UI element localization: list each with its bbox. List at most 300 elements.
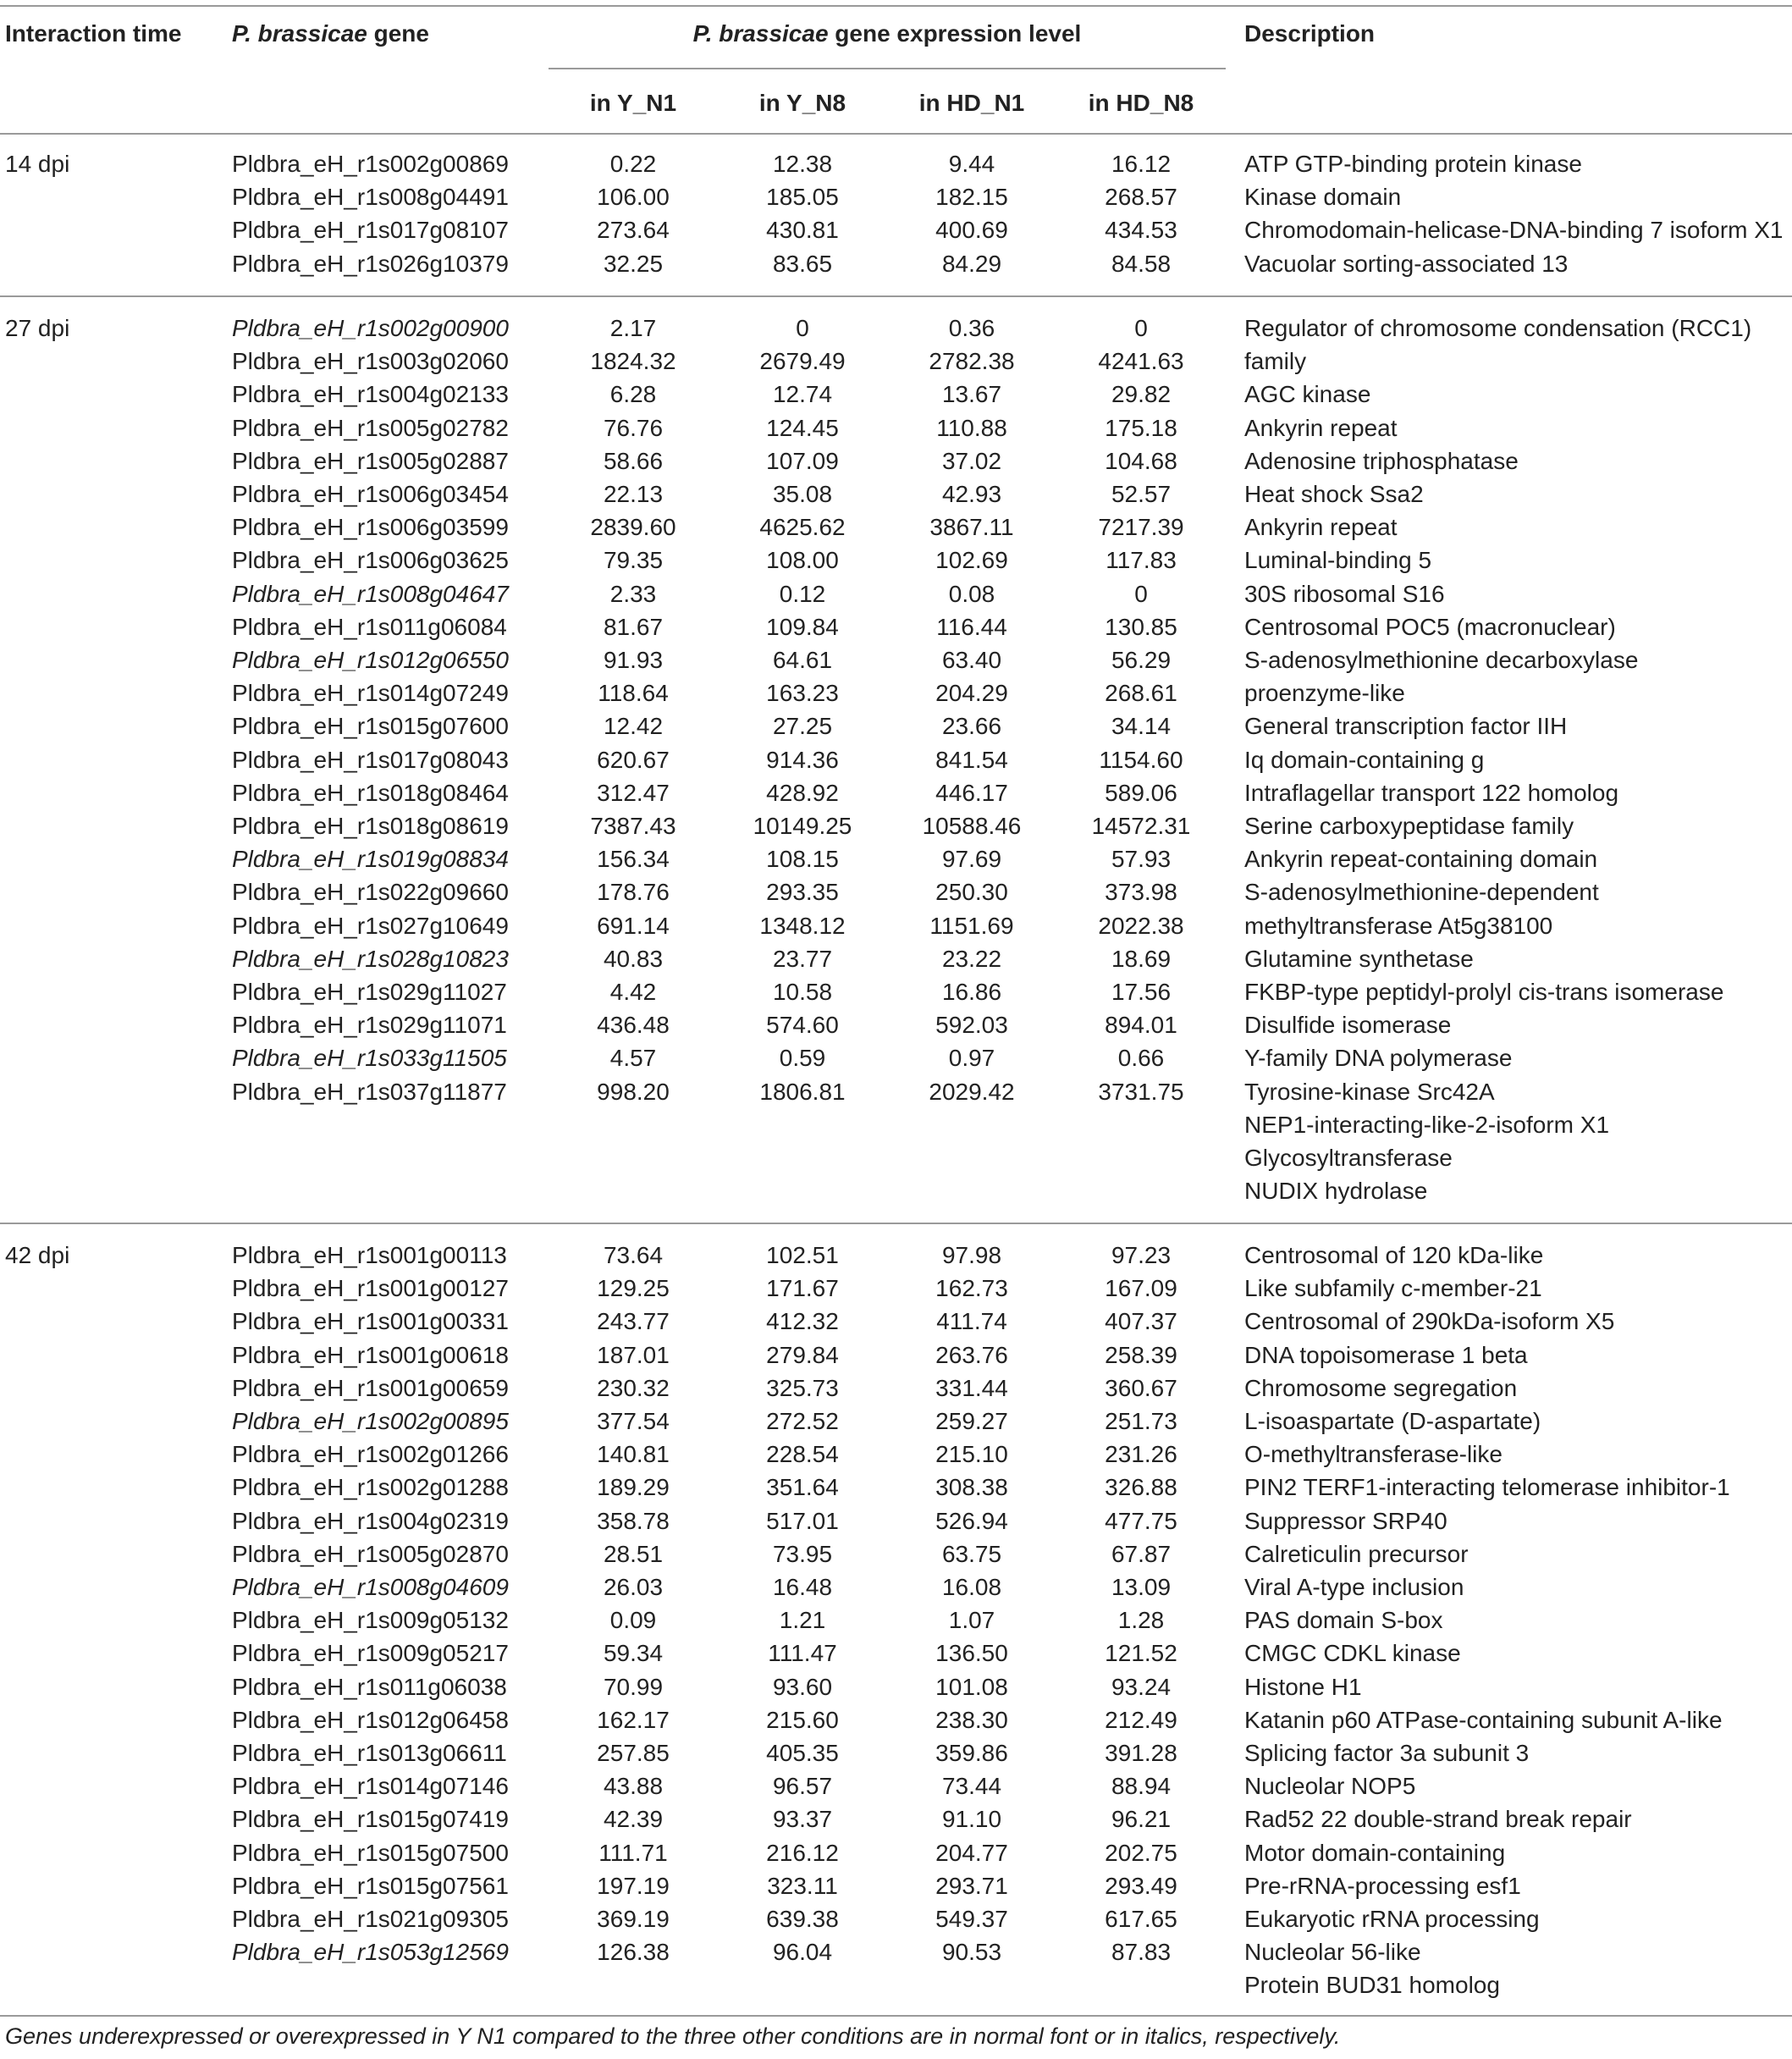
- expression-value: 88.94: [1111, 1773, 1172, 1800]
- gene-id: Pldbra_eH_r1s006g03625: [232, 547, 509, 574]
- expression-value: 107.09: [766, 447, 839, 474]
- expression-value: 96.21: [1111, 1806, 1172, 1833]
- expression-value: 517.01: [766, 1507, 839, 1534]
- expression-value: 111.47: [768, 1640, 837, 1667]
- expression-value: 2782.38: [929, 348, 1015, 375]
- description-line: Tyrosine-kinase Src42A: [1244, 1078, 1495, 1105]
- expression-value: 83.65: [772, 250, 833, 277]
- description-line: PIN2 TERF1-interacting telomerase inhibitor-1: [1244, 1474, 1730, 1501]
- expression-value: 121.52: [1105, 1640, 1177, 1667]
- expression-value: 7387.43: [590, 813, 676, 839]
- expression-value: 259.27: [935, 1408, 1008, 1434]
- expression-value: 258.39: [1105, 1341, 1177, 1368]
- expression-value: 360.67: [1105, 1374, 1177, 1401]
- description-line: family: [1244, 348, 1307, 375]
- gene-id: Pldbra_eH_r1s011g06084: [232, 613, 507, 640]
- expression-value: 0.22: [609, 151, 657, 177]
- expression-value: 400.69: [935, 217, 1008, 244]
- gene-id: Pldbra_eH_r1s033g11505: [232, 1045, 507, 1072]
- table-top-rule: [0, 5, 1792, 7]
- expression-value: 18.69: [1111, 945, 1172, 972]
- expression-value: 0: [1134, 580, 1148, 607]
- table-bottom-rule: [0, 2015, 1792, 2017]
- expression-value: 106.00: [597, 184, 670, 211]
- expression-value: 162.73: [935, 1275, 1008, 1302]
- gene-id: Pldbra_eH_r1s008g04609: [232, 1574, 509, 1600]
- expression-value: 57.93: [1111, 846, 1172, 873]
- description-line: Centrosomal POC5 (macronuclear): [1244, 613, 1616, 640]
- interaction-time: 42 dpi: [5, 1242, 70, 1268]
- gene-id: Pldbra_eH_r1s002g01288: [232, 1474, 509, 1501]
- expression-value: 268.61: [1105, 680, 1177, 707]
- expression-value: 175.18: [1105, 414, 1177, 441]
- group-rule-42dpi: [0, 1223, 1792, 1224]
- expression-value: 293.71: [935, 1872, 1008, 1899]
- expression-value: 2839.60: [590, 514, 676, 541]
- expression-value: 58.66: [603, 447, 664, 474]
- expression-value: 93.37: [772, 1806, 833, 1833]
- description-line: ATP GTP-binding protein kinase: [1244, 151, 1582, 177]
- description-line: L-isoaspartate (D-aspartate): [1244, 1408, 1541, 1434]
- expression-value: 110.88: [936, 414, 1007, 441]
- expression-value: 56.29: [1111, 647, 1172, 673]
- expression-value: 108.15: [766, 846, 839, 873]
- expression-value: 293.49: [1105, 1872, 1177, 1899]
- expression-value: 231.26: [1105, 1441, 1177, 1468]
- gene-id: Pldbra_eH_r1s028g10823: [232, 945, 509, 972]
- description-line: Suppressor SRP40: [1244, 1507, 1447, 1534]
- gene-id: Pldbra_eH_r1s017g08043: [232, 746, 509, 773]
- expression-value: 331.44: [935, 1374, 1008, 1401]
- description-line: Adenosine triphosphatase: [1244, 447, 1519, 474]
- expression-value: 0: [1134, 315, 1148, 341]
- expression-value: 2.33: [609, 580, 657, 607]
- description-line: NUDIX hydrolase: [1244, 1178, 1428, 1205]
- interaction-time: 14 dpi: [5, 151, 70, 177]
- expression-value: 26.03: [603, 1574, 664, 1600]
- expression-value: 97.69: [941, 846, 1002, 873]
- description-line: Rad52 22 double-strand break repair: [1244, 1806, 1632, 1833]
- description-line: Splicing factor 3a subunit 3: [1244, 1740, 1530, 1766]
- expression-value: 22.13: [603, 481, 664, 507]
- expression-value: 0.59: [779, 1045, 826, 1072]
- expression-value: 42.39: [603, 1806, 664, 1833]
- expression-value: 243.77: [597, 1308, 670, 1335]
- expression-value: 90.53: [941, 1939, 1002, 1966]
- header-cond-y-n8: in Y_N8: [758, 90, 846, 116]
- expression-value: 1.28: [1117, 1607, 1165, 1634]
- description-line: Nucleolar 56-like: [1244, 1939, 1421, 1966]
- expression-value: 428.92: [766, 779, 839, 806]
- gene-id: Pldbra_eH_r1s006g03454: [232, 481, 509, 507]
- expression-value: 251.73: [1105, 1408, 1177, 1434]
- expression-value: 67.87: [1111, 1540, 1172, 1567]
- expression-value: 16.08: [941, 1574, 1002, 1600]
- expression-value: 4241.63: [1098, 348, 1184, 375]
- expression-value: 97.98: [941, 1242, 1002, 1268]
- gene-id: Pldbra_eH_r1s022g09660: [232, 879, 509, 906]
- expression-value: 326.88: [1105, 1474, 1177, 1501]
- expression-value: 0.36: [948, 315, 995, 341]
- expression-value: 16.86: [941, 979, 1002, 1005]
- expression-value: 4.42: [609, 979, 657, 1005]
- gene-id: Pldbra_eH_r1s014g07146: [232, 1773, 509, 1800]
- gene-id: Pldbra_eH_r1s027g10649: [232, 912, 509, 939]
- expression-value: 574.60: [766, 1012, 839, 1039]
- expression-value: 263.76: [935, 1341, 1008, 1368]
- expression-value: 126.38: [597, 1939, 670, 1966]
- description-line: proenzyme-like: [1244, 680, 1405, 707]
- expression-value: 0: [796, 315, 809, 341]
- expression-value: 369.19: [597, 1906, 670, 1932]
- expression-value: 0.12: [779, 580, 826, 607]
- description-line: S-adenosylmethionine-dependent: [1244, 879, 1599, 906]
- gene-id: Pldbra_eH_r1s029g11071: [232, 1012, 507, 1039]
- gene-id: Pldbra_eH_r1s002g00900: [232, 315, 509, 341]
- expression-value: 1154.60: [1099, 746, 1183, 773]
- gene-id: Pldbra_eH_r1s001g00113: [232, 1242, 507, 1268]
- expression-value: 351.64: [766, 1474, 839, 1501]
- expression-value: 436.48: [597, 1012, 670, 1039]
- expression-value: 620.67: [597, 746, 670, 773]
- gene-id: Pldbra_eH_r1s053g12569: [232, 1939, 509, 1966]
- expression-value: 204.29: [935, 680, 1008, 707]
- gene-id: Pldbra_eH_r1s001g00659: [232, 1374, 509, 1401]
- expression-value: 73.64: [603, 1242, 664, 1268]
- expression-value: 4625.62: [759, 514, 846, 541]
- header-cond-hd-n8: in HD_N8: [1088, 90, 1194, 116]
- expression-value: 63.40: [941, 647, 1002, 673]
- description-line: Luminal-binding 5: [1244, 547, 1432, 574]
- expression-value: 230.32: [597, 1374, 670, 1401]
- expression-value: 238.30: [935, 1706, 1008, 1733]
- description-line: Eukaryotic rRNA processing: [1244, 1906, 1540, 1932]
- description-line: Kinase domain: [1244, 184, 1402, 211]
- footnote: Genes underexpressed or overexpressed in Y N1 compared to the three other conditions are in normal font or in italics, respectively.: [5, 2023, 1341, 2049]
- expression-value: 13.67: [941, 381, 1002, 408]
- interaction-time: 27 dpi: [5, 315, 70, 341]
- description-line: Protein BUD31 homolog: [1244, 1972, 1500, 1999]
- expression-value: 434.53: [1105, 217, 1177, 244]
- expression-value: 477.75: [1105, 1507, 1177, 1534]
- group-rule-27dpi: [0, 295, 1792, 297]
- expression-value: 10149.25: [753, 813, 852, 839]
- expression-value: 1806.81: [759, 1078, 846, 1105]
- description-line: Y-family DNA polymerase: [1244, 1045, 1513, 1072]
- expression-value: 73.44: [941, 1773, 1002, 1800]
- gene-id: Pldbra_eH_r1s004g02319: [232, 1507, 509, 1534]
- expression-value: 197.19: [597, 1872, 670, 1899]
- expression-value: 391.28: [1105, 1740, 1177, 1766]
- expression-value: 2679.49: [759, 348, 846, 375]
- expression-value: 1151.69: [929, 912, 1014, 939]
- description-line: Glutamine synthetase: [1244, 945, 1474, 972]
- expression-value: 187.01: [597, 1341, 670, 1368]
- expression-value: 2029.42: [929, 1078, 1015, 1105]
- expression-value: 73.95: [772, 1540, 833, 1567]
- expression-value: 182.15: [935, 184, 1008, 211]
- expression-value: 215.10: [935, 1441, 1008, 1468]
- expression-value: 14572.31: [1091, 813, 1191, 839]
- description-line: Nucleolar NOP5: [1244, 1773, 1416, 1800]
- expression-value: 171.67: [766, 1275, 839, 1302]
- expression-value: 108.00: [766, 547, 839, 574]
- description-line: Centrosomal of 290kDa-isoform X5: [1244, 1308, 1615, 1335]
- header-bottom-rule: [0, 133, 1792, 135]
- description-line: Katanin p60 ATPase-containing subunit A-like: [1244, 1706, 1723, 1733]
- description-line: Ankyrin repeat: [1244, 414, 1398, 441]
- expression-value: 279.84: [766, 1341, 839, 1368]
- description-line: Serine carboxypeptidase family: [1244, 813, 1574, 839]
- expression-value: 308.38: [935, 1474, 1008, 1501]
- expression-value: 10.58: [772, 979, 833, 1005]
- expression-value: 29.82: [1111, 381, 1172, 408]
- expression-value: 6.28: [609, 381, 657, 408]
- expression-value: 52.57: [1111, 481, 1172, 507]
- expression-value: 13.09: [1111, 1574, 1172, 1600]
- expression-value: 40.83: [603, 945, 664, 972]
- expression-value: 250.30: [935, 879, 1008, 906]
- description-line: DNA topoisomerase 1 beta: [1244, 1341, 1528, 1368]
- expression-value: 12.38: [772, 151, 833, 177]
- description-line: FKBP-type peptidyl-prolyl cis-trans isomerase: [1244, 979, 1724, 1005]
- expression-value: 407.37: [1105, 1308, 1177, 1335]
- gene-id: Pldbra_eH_r1s002g00895: [232, 1408, 509, 1434]
- description-line: Heat shock Ssa2: [1244, 481, 1424, 507]
- gene-id: Pldbra_eH_r1s029g11027: [232, 979, 507, 1005]
- expression-value: 118.64: [598, 680, 669, 707]
- expression-value: 23.77: [772, 945, 833, 972]
- description-line: S-adenosylmethionine decarboxylase: [1244, 647, 1639, 673]
- expression-value: 136.50: [935, 1640, 1008, 1667]
- expression-value: 405.35: [766, 1740, 839, 1766]
- expression-value: 0.09: [609, 1607, 657, 1634]
- gene-id: Pldbra_eH_r1s005g02870: [232, 1540, 509, 1567]
- expression-value: 0.97: [948, 1045, 995, 1072]
- expression-value: 17.56: [1111, 979, 1172, 1005]
- description-line: Histone H1: [1244, 1673, 1362, 1700]
- expression-value: 32.25: [603, 250, 664, 277]
- expression-value: 215.60: [766, 1706, 839, 1733]
- gene-id: Pldbra_eH_r1s018g08619: [232, 813, 509, 839]
- header-interaction-time: Interaction time: [5, 20, 182, 47]
- expression-value: 202.75: [1105, 1839, 1177, 1866]
- expression-value: 23.22: [941, 945, 1002, 972]
- description-line: Intraflagellar transport 122 homolog: [1244, 779, 1619, 806]
- expression-value: 12.42: [603, 713, 664, 740]
- gene-id: Pldbra_eH_r1s017g08107: [232, 217, 509, 244]
- gene-id: Pldbra_eH_r1s014g07249: [232, 680, 509, 707]
- header-cond-hd-n1: in HD_N1: [918, 90, 1025, 116]
- expression-value: 12.74: [772, 381, 833, 408]
- expression-value: 617.65: [1105, 1906, 1177, 1932]
- expression-value: 116.44: [936, 613, 1007, 640]
- header-description: Description: [1244, 20, 1376, 47]
- gene-id: Pldbra_eH_r1s004g02133: [232, 381, 509, 408]
- gene-id: Pldbra_eH_r1s021g09305: [232, 1906, 509, 1932]
- expression-value: 91.93: [603, 647, 664, 673]
- gene-id: Pldbra_eH_r1s013g06611: [232, 1740, 507, 1766]
- description-line: AGC kinase: [1244, 381, 1371, 408]
- expression-value: 87.83: [1111, 1939, 1172, 1966]
- expression-value: 204.77: [935, 1839, 1008, 1866]
- header-gene: P. brassicae gene: [232, 20, 429, 47]
- expression-value: 312.47: [597, 779, 670, 806]
- description-line: NEP1-interacting-like-2-isoform X1: [1244, 1111, 1610, 1138]
- expression-value: 79.35: [603, 547, 664, 574]
- expression-value: 998.20: [597, 1078, 670, 1105]
- expression-value: 841.54: [935, 746, 1008, 773]
- expression-value: 129.25: [597, 1275, 670, 1302]
- expression-value: 691.14: [597, 912, 670, 939]
- expression-value: 2.17: [609, 315, 657, 341]
- expression-value: 111.71: [598, 1839, 668, 1866]
- expression-value: 1.07: [948, 1607, 995, 1634]
- expression-value: 358.78: [597, 1507, 670, 1534]
- gene-id: Pldbra_eH_r1s008g04647: [232, 580, 509, 607]
- expression-value: 526.94: [935, 1507, 1008, 1534]
- expression-value: 446.17: [935, 779, 1008, 806]
- gene-id: Pldbra_eH_r1s011g06038: [232, 1673, 507, 1700]
- expression-value: 4.57: [609, 1045, 657, 1072]
- expression-value: 1.21: [779, 1607, 826, 1634]
- expression-value: 124.45: [766, 414, 839, 441]
- description-line: 30S ribosomal S16: [1244, 580, 1445, 607]
- expression-value: 70.99: [603, 1673, 664, 1700]
- expression-value: 76.76: [603, 414, 664, 441]
- expression-value: 228.54: [766, 1441, 839, 1468]
- expression-value: 43.88: [603, 1773, 664, 1800]
- expression-value: 2022.38: [1098, 912, 1184, 939]
- expression-value: 63.75: [941, 1540, 1002, 1567]
- expression-value: 96.57: [772, 1773, 833, 1800]
- expression-value: 3867.11: [929, 514, 1014, 541]
- gene-id: Pldbra_eH_r1s009g05132: [232, 1607, 509, 1634]
- expression-value: 167.09: [1105, 1275, 1177, 1302]
- expression-value: 64.61: [772, 647, 833, 673]
- gene-id: Pldbra_eH_r1s015g07600: [232, 713, 509, 740]
- expression-value: 81.67: [603, 613, 664, 640]
- expression-value: 34.14: [1111, 713, 1172, 740]
- expression-span-rule: [549, 68, 1226, 69]
- description-line: CMGC CDKL kinase: [1244, 1640, 1461, 1667]
- gene-id: Pldbra_eH_r1s002g01266: [232, 1441, 509, 1468]
- header-cond-y-n1: in Y_N1: [589, 90, 677, 116]
- expression-value: 10588.46: [922, 813, 1022, 839]
- gene-id: Pldbra_eH_r1s026g10379: [232, 250, 509, 277]
- description-line: O-methyltransferase-like: [1244, 1441, 1503, 1468]
- gene-id: Pldbra_eH_r1s005g02887: [232, 447, 509, 474]
- description-line: Centrosomal of 120 kDa-like: [1244, 1242, 1544, 1268]
- gene-id: Pldbra_eH_r1s012g06458: [232, 1706, 509, 1733]
- expression-value: 323.11: [767, 1872, 838, 1899]
- gene-id: Pldbra_eH_r1s015g07561: [232, 1872, 509, 1899]
- gene-id: Pldbra_eH_r1s012g06550: [232, 647, 509, 673]
- description-line: Viral A-type inclusion: [1244, 1574, 1464, 1600]
- expression-value: 42.93: [941, 481, 1002, 507]
- expression-value: 216.12: [766, 1839, 839, 1866]
- expression-value: 359.86: [935, 1740, 1008, 1766]
- expression-value: 163.23: [766, 680, 839, 707]
- expression-value: 212.49: [1105, 1706, 1177, 1733]
- expression-value: 377.54: [597, 1408, 670, 1434]
- expression-value: 273.64: [597, 217, 670, 244]
- expression-value: 117.83: [1106, 547, 1177, 574]
- gene-id: Pldbra_eH_r1s019g08834: [232, 846, 509, 873]
- expression-value: 178.76: [597, 879, 670, 906]
- expression-value: 84.29: [941, 250, 1002, 277]
- description-line: PAS domain S-box: [1244, 1607, 1443, 1634]
- expression-value: 185.05: [766, 184, 839, 211]
- description-line: Chromodomain-helicase-DNA-binding 7 isoform X1: [1244, 217, 1784, 244]
- expression-value: 37.02: [941, 447, 1002, 474]
- expression-value: 1348.12: [759, 912, 846, 939]
- expression-value: 91.10: [941, 1806, 1002, 1833]
- expression-value: 156.34: [597, 846, 670, 873]
- expression-value: 293.35: [766, 879, 839, 906]
- gene-id: Pldbra_eH_r1s009g05217: [232, 1640, 509, 1667]
- expression-value: 257.85: [597, 1740, 670, 1766]
- description-line: Like subfamily c-member-21: [1244, 1275, 1542, 1302]
- expression-value: 412.32: [766, 1308, 839, 1335]
- expression-value: 101.08: [935, 1673, 1008, 1700]
- description-line: Ankyrin repeat: [1244, 514, 1398, 541]
- description-line: Chromosome segregation: [1244, 1374, 1518, 1401]
- header-expression-level: P. brassicae gene expression level: [692, 20, 1082, 47]
- expression-value: 140.81: [597, 1441, 670, 1468]
- gene-id: Pldbra_eH_r1s015g07419: [232, 1806, 509, 1833]
- gene-id: Pldbra_eH_r1s002g00869: [232, 151, 509, 177]
- gene-id: Pldbra_eH_r1s006g03599: [232, 514, 509, 541]
- expression-value: 0.66: [1117, 1045, 1165, 1072]
- description-line: Disulfide isomerase: [1244, 1012, 1452, 1039]
- expression-value: 28.51: [603, 1540, 664, 1567]
- expression-value: 189.29: [597, 1474, 670, 1501]
- expression-value: 7217.39: [1098, 514, 1184, 541]
- expression-value: 3731.75: [1098, 1078, 1184, 1105]
- description-line: Vacuolar sorting-associated 13: [1244, 250, 1569, 277]
- description-line: Ankyrin repeat-containing domain: [1244, 846, 1598, 873]
- expression-value: 109.84: [766, 613, 839, 640]
- expression-value: 130.85: [1105, 613, 1177, 640]
- description-line: Iq domain-containing g: [1244, 746, 1485, 773]
- expression-value: 162.17: [597, 1706, 670, 1733]
- gene-id: Pldbra_eH_r1s001g00331: [232, 1308, 509, 1335]
- expression-value: 97.23: [1111, 1242, 1172, 1268]
- expression-value: 16.48: [772, 1574, 833, 1600]
- expression-value: 59.34: [603, 1640, 664, 1667]
- description-line: Calreticulin precursor: [1244, 1540, 1469, 1567]
- expression-value: 549.37: [935, 1906, 1008, 1932]
- expression-value: 93.60: [772, 1673, 833, 1700]
- expression-value: 0.08: [948, 580, 995, 607]
- description-line: Regulator of chromosome condensation (RCC1): [1244, 315, 1752, 341]
- expression-value: 96.04: [772, 1939, 833, 1966]
- expression-value: 23.66: [941, 713, 1002, 740]
- expression-value: 16.12: [1111, 151, 1172, 177]
- gene-id: Pldbra_eH_r1s018g08464: [232, 779, 509, 806]
- expression-value: 589.06: [1105, 779, 1177, 806]
- expression-value: 411.74: [936, 1308, 1007, 1335]
- expression-value: 84.58: [1111, 250, 1172, 277]
- expression-value: 9.44: [948, 151, 995, 177]
- gene-id: Pldbra_eH_r1s001g00127: [232, 1275, 509, 1302]
- gene-id: Pldbra_eH_r1s001g00618: [232, 1341, 509, 1368]
- expression-value: 325.73: [766, 1374, 839, 1401]
- expression-value: 894.01: [1105, 1012, 1177, 1039]
- description-line: General transcription factor IIH: [1244, 713, 1568, 740]
- expression-value: 1824.32: [590, 348, 676, 375]
